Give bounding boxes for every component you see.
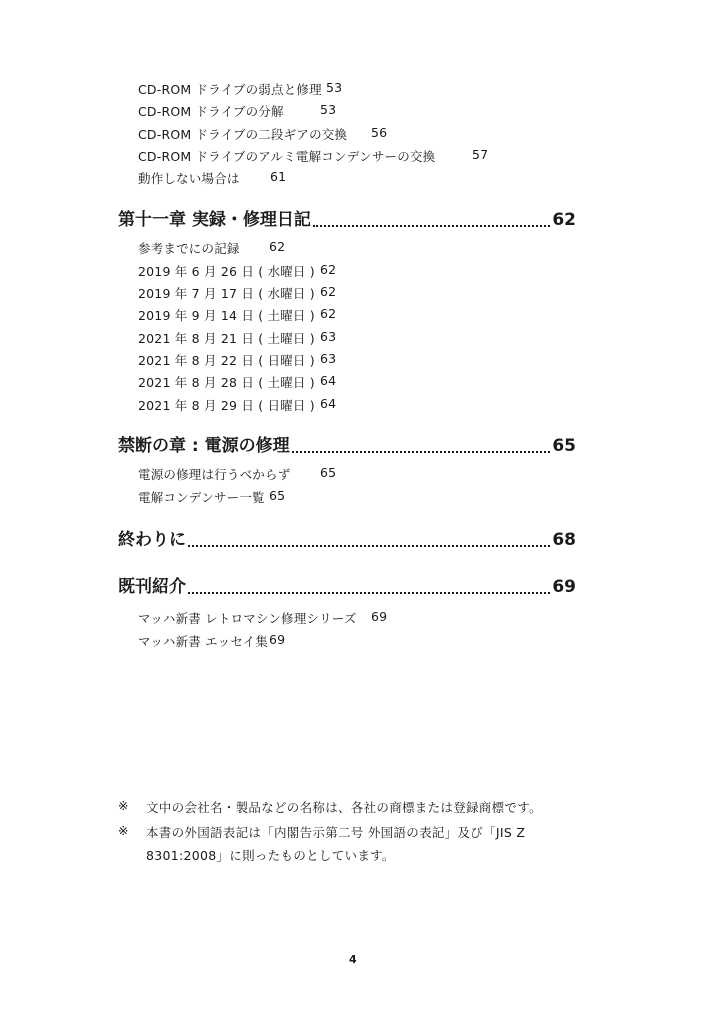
toc-entry-label: 2021 年 8 月 22 日 ( 日曜日 ) [138, 353, 315, 368]
toc-entry[interactable] [138, 609, 388, 627]
toc-entry[interactable] [138, 396, 337, 414]
toc-entry-page: 65 [269, 488, 286, 503]
note-text-continued: 8301:2008」に則ったものとしています。 [146, 848, 395, 863]
toc-entry-label: 2019 年 6 月 26 日 ( 水曜日 ) [138, 264, 315, 279]
toc-entry-label: マッハ新書 エッセイ集 [138, 634, 269, 649]
chapter-page: 62 [552, 210, 576, 230]
toc-entry[interactable] [138, 329, 337, 347]
chapter-title: 既刊紹介 [118, 577, 186, 597]
toc-entry-page: 56 [371, 125, 388, 140]
footnote [118, 798, 578, 816]
toc-entry-label: 2021 年 8 月 28 日 ( 土曜日 ) [138, 375, 315, 390]
toc-entry-page: 64 [320, 373, 337, 388]
toc-entry-label: 2021 年 8 月 29 日 ( 日曜日 ) [138, 398, 315, 413]
chapter-page: 68 [552, 530, 576, 550]
toc-entry-label: 動作しない場合は [138, 171, 240, 186]
toc-entry-page: 63 [320, 329, 337, 344]
toc-entry-label: CD-ROM ドライブの弱点と修理 [138, 82, 322, 97]
toc-chapter[interactable] [118, 575, 576, 597]
toc-entry[interactable] [138, 306, 337, 324]
toc-entry-label: CD-ROM ドライブの二段ギアの交換 [138, 127, 348, 142]
toc-entry-label: 参考までにの記録 [138, 241, 240, 256]
toc-entry-page: 69 [371, 609, 388, 624]
note-text: 本書の外国語表記は「内閣告示第二号 外国語の表記」及び「JIS Z [146, 825, 526, 840]
toc-entry-label: 2019 年 9 月 14 日 ( 土曜日 ) [138, 308, 315, 323]
toc-entry[interactable] [138, 488, 286, 506]
toc-entry[interactable] [138, 284, 337, 302]
toc-entry-page: 62 [320, 262, 337, 277]
toc-chapter[interactable] [118, 434, 576, 456]
toc-entry[interactable] [138, 465, 337, 483]
note-mark: ※ [118, 823, 129, 838]
toc-entry[interactable] [138, 239, 286, 257]
toc-entry-page: 53 [320, 102, 337, 117]
toc-entry-page: 61 [270, 169, 287, 184]
toc-entry[interactable] [138, 632, 286, 650]
leader-dots [313, 210, 550, 227]
chapter-title: 禁断の章 : 電源の修理 [118, 436, 290, 456]
toc-entry[interactable] [138, 262, 337, 280]
toc-entry[interactable] [138, 102, 337, 120]
toc-entry[interactable] [138, 351, 337, 369]
toc-entry-page: 53 [326, 80, 343, 95]
page-number: 4 [349, 953, 357, 966]
toc-entry-label: 電解コンデンサー一覧 [138, 490, 265, 505]
chapter-title: 第十一章 実録・修理日記 [118, 210, 311, 230]
toc-entry-page: 62 [320, 306, 337, 321]
toc-entry-label: 2021 年 8 月 21 日 ( 土曜日 ) [138, 331, 315, 346]
toc-entry-page: 69 [269, 632, 286, 647]
toc-entry-page: 65 [320, 465, 337, 480]
toc-entry[interactable] [138, 147, 489, 165]
toc-entry[interactable] [138, 169, 287, 187]
note-mark: ※ [118, 798, 129, 813]
toc-entry-page: 57 [472, 147, 489, 162]
leader-dots [188, 577, 550, 594]
toc-entry-label: CD-ROM ドライブのアルミ電解コンデンサーの交換 [138, 149, 436, 164]
toc-entry[interactable] [138, 80, 343, 98]
toc-entry-label: 2019 年 7 月 17 日 ( 水曜日 ) [138, 286, 315, 301]
toc-entry-label: 電源の修理は行うべからず [138, 467, 291, 482]
toc-entry[interactable] [138, 373, 337, 391]
toc-entry-label: マッハ新書 レトロマシン修理シリーズ [138, 611, 357, 626]
leader-dots [292, 436, 551, 453]
chapter-page: 69 [552, 577, 576, 597]
toc-chapter[interactable] [118, 528, 576, 550]
toc-entry-page: 62 [320, 284, 337, 299]
toc-chapter[interactable] [118, 208, 576, 230]
toc-entry-page: 64 [320, 396, 337, 411]
leader-dots [188, 530, 550, 547]
chapter-title: 終わりに [118, 530, 186, 550]
footnote [118, 823, 578, 867]
toc-entry-label: CD-ROM ドライブの分解 [138, 104, 284, 119]
toc-entry-page: 62 [269, 239, 286, 254]
toc-entry[interactable] [138, 125, 388, 143]
toc-entry-page: 63 [320, 351, 337, 366]
chapter-page: 65 [552, 436, 576, 456]
note-text: 文中の会社名・製品などの名称は、各社の商標または登録商標です。 [146, 800, 542, 815]
